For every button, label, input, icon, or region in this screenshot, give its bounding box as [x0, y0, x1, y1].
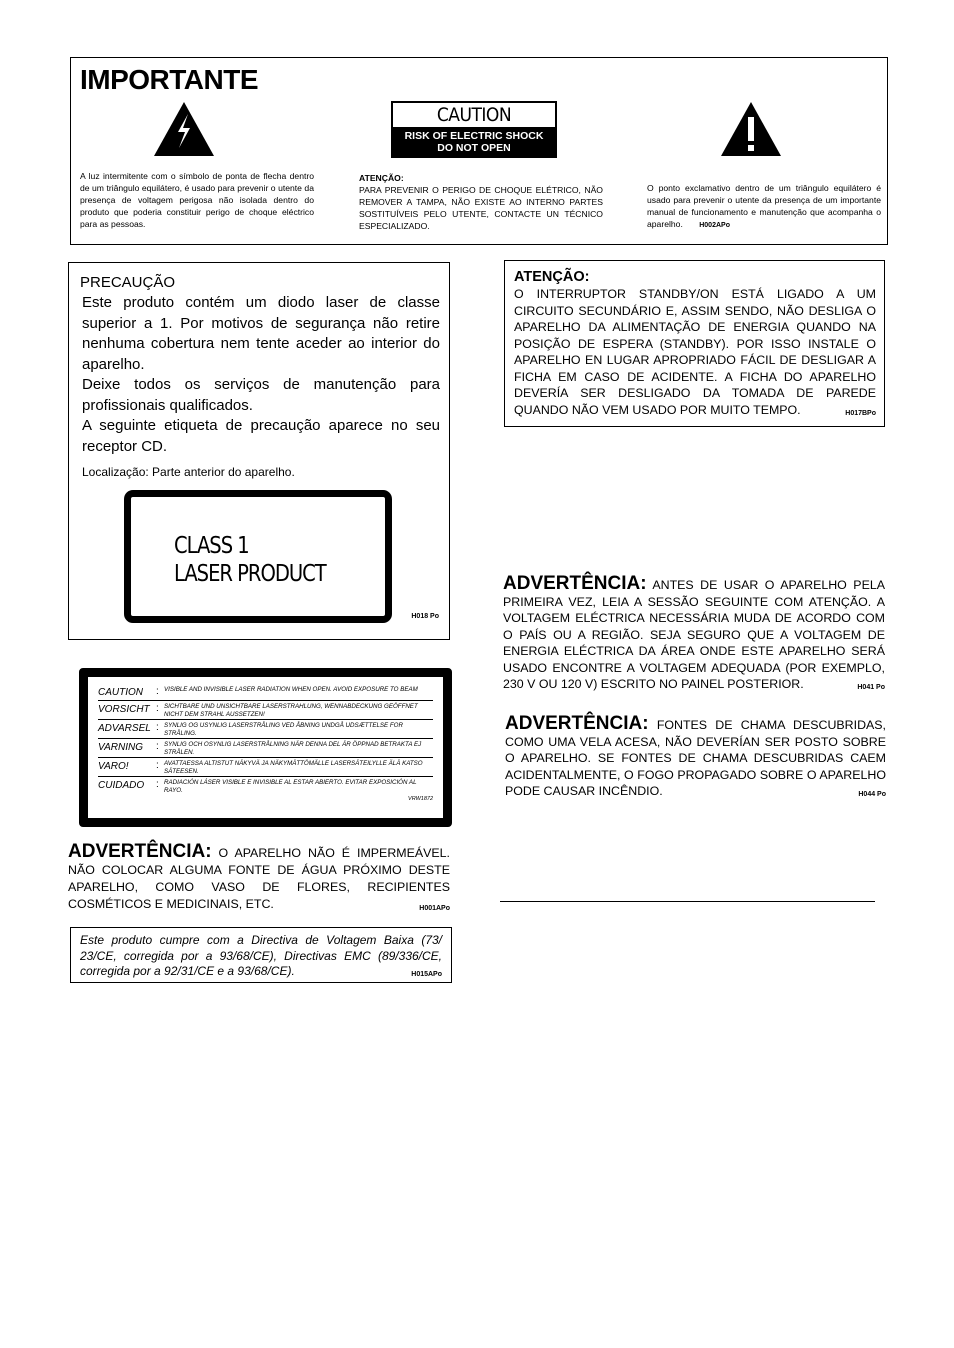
class1-label-text — [174, 532, 326, 588]
exclamation-warning-icon — [719, 100, 783, 158]
precaucao-p1: Este produto contém um diodo laser de classe superior a 1. Por motivos de segurança não retire nenhuma cobertura nem tente aceder ao interior do aparelho. — [82, 294, 440, 373]
importante-right-body: O ponto exclamativo dentro de um triângulo equilátero é usado para prevenir o utente da presença de um importante manual de funcionamento e manutenção que acompanha o aparelho. — [647, 183, 881, 229]
laser-warning-rows — [98, 684, 433, 795]
advertencia-voltagem-code: H041 Po — [857, 684, 885, 691]
caution-label-line1: RISK OF ELECTRIC SHOCK — [404, 130, 544, 142]
importante-center — [359, 172, 603, 232]
directiva-text: Este produto cumpre com a Directiva de Voltagem Baixa (73/ 23/CE, corregida por a 93/68/CE), Directivas EMC (89/336/CE, corregida por a 92/31/CE e a 93/68/CE). — [80, 933, 442, 978]
advertencia-agua-heading: ADVERTÊNCIA: — [68, 841, 212, 862]
precaucao-title: PRECAUÇÃO — [80, 274, 176, 291]
advertencia-agua — [68, 843, 450, 917]
importante-center-heading: ATENÇÃO: — [359, 173, 404, 183]
laser-warning-text: SYNLIG OCH OSYNLIG LASERSTRÅLNING NÄR DENNA DEL ÄR ÖPPNAD BETRAKTA EJ STRÅLEN. — [164, 741, 422, 756]
precaucao-p3: A seguinte etiqueta de precaução aparece no seu receptor CD. — [82, 417, 440, 455]
laser-warning-separator: : — [156, 741, 159, 752]
caution-label-line2: DO NOT OPEN — [437, 142, 511, 154]
advertencia-chama-code: H044 Po — [858, 791, 886, 798]
atencao-standby-heading: ATENÇÃO: — [514, 269, 590, 285]
importante-right-text — [647, 182, 881, 232]
laser-warning-separator: : — [156, 760, 159, 771]
caution-label-top: CAUTION — [436, 104, 512, 126]
atencao-standby-text: O INTERRUPTOR STANDBY/ON ESTÁ LIGADO A UM CIRCUITO SECUNDÁRIO E, ASSIM SENDO, NÃO DESLIGA O APARELHO DA ALIMENTAÇÃO DE ENERGIA QUANDO NA POSIÇÃO DE ESPERA (STANDBY). POR ISSO INSTALE O APARELHO EN LUGAR APROPRIADO FÁCIL DE DESLIGAR A FICHA EM CASO DE ACIDENTE. A FICHA DO APARELHO DEVERÍA SER DESLIGADO DA TOMADA DE PAREDE QUANDO NÃO VEM USADO POR MUITO TEMPO. — [514, 287, 876, 417]
importante-center-text: PARA PREVENIR O PERIGO DE CHOQUE ELÉTRICO, NÃO REMOVER A TAMPA, NÃO EXISTE AO INTERNO PARTES SOSTITUÍVEIS PELO UTENTE, CONTACTE UN TÉCNICO ESPECIALIZADO. — [359, 185, 603, 231]
laser-warning-language: VARO! — [98, 761, 129, 772]
advertencia-agua-code: H001APo — [419, 905, 450, 912]
importante-title: IMPORTANTE — [80, 64, 259, 95]
class1-label — [124, 490, 392, 623]
class1-line1: CLASS 1 — [174, 533, 249, 559]
laser-warning-language: VARNING — [98, 742, 144, 753]
laser-warning-row — [98, 739, 433, 758]
advertencia-voltagem-text: ANTES DE USAR O APARELHO PELA PRIMEIRA VEZ, LEIA A SESSÃO SEGUINTE COM ATENÇÃO. A VOLTAGEM ELÉCTRICA NECESSÁRIA MUDA DE ACORDO COM O PAÍS OU A REGIÃO. SEJA SEGURO QUE A VOLTAGEM DE ENERGIA ELÉCTRICA DA ÁREA ONDE ESTE APARELHO SERÁ USADO ENCONTRE A VOLTAGEM ADEQUADA (POR EXEMPLO, 230 V OU 120 V) ESCRITO NO PAINEL POSTERIOR. — [503, 578, 885, 691]
directiva-box — [70, 927, 452, 983]
laser-warning-language: ADVARSEL — [98, 723, 151, 734]
class1-line2: LASER PRODUCT — [174, 561, 326, 587]
lightning-warning-icon — [152, 100, 216, 158]
importante-left-text: A luz intermitente com o símbolo de ponta de flecha dentro de um triângulo equilátero, é usado para prevenir o utente da presença de voltagem perigosa não isolada dentro do produto que poderia constituir perigo de choque eléctrico para as pessoas. — [80, 171, 314, 229]
importante-code: H002APo — [699, 222, 730, 229]
precaucao-code: H018 Po — [411, 613, 439, 620]
laser-warning-row — [98, 684, 433, 701]
laser-warning-language: VORSICHT — [98, 704, 150, 715]
advertencia-agua-text: O APARELHO NÃO É IMPERMEÁVEL. NÃO COLOCAR ALGUMA FONTE DE ÁGUA PRÓXIMO DESTE APARELHO, COMO VASO DE FLORES, RECIPIENTES COSMÉTICOS E MEDICINAIS, ETC. — [68, 846, 450, 911]
advertencia-chama — [505, 713, 886, 804]
caution-label-bottom — [393, 127, 555, 156]
laser-warning-row — [98, 758, 433, 777]
advertencia-chama-text: FONTES DE CHAMA DESCUBRIDAS, COMO UMA VELA ACESA, NÃO DEVERÍAN SER POSTO SOBRE O APARELHO. SE FONTES DE CHAMA DESCUBRIDAS CAEM ACIDENTALMENTE, O FOGO PROPAGADO SOBRE O APARELHO PODE CAUSAR INCÊNDIO. — [505, 718, 886, 798]
laser-warning-separator: : — [156, 779, 159, 790]
precaucao-p2: Deixe todos os serviços de manutenção para profissionais qualificados. — [82, 376, 440, 414]
laser-label-code: VRW1872 — [408, 796, 433, 802]
caution-label — [391, 101, 557, 158]
section-divider — [500, 901, 875, 902]
precaucao-box — [68, 262, 450, 640]
laser-warning-language: CAUTION — [98, 687, 143, 698]
laser-warning-separator: : — [156, 703, 159, 714]
laser-warning-label — [79, 668, 452, 827]
laser-warning-text: SICHTBARE UND UNSICHTBARE LASERSTRAHLUNG, WENNABDECKUNG GEÖFFNET NICHT DEM STRAHL AUSSETZEN! — [164, 703, 418, 718]
precaucao-body — [82, 293, 440, 457]
laser-warning-text: VISIBLE AND INVISIBLE LASER RADIATION WHEN OPEN. AVOID EXPOSURE TO BEAM — [164, 686, 418, 693]
laser-warning-text: RADIACIÓN LÁSER VISIBLE E INVISIBLE AL ESTAR ABIERTO. EVITAR EXPOSICIÓN AL RAYO. — [164, 779, 417, 794]
advertencia-voltagem-heading: ADVERTÊNCIA: — [503, 573, 647, 594]
advertencia-voltagem — [503, 573, 885, 697]
importante-box — [70, 57, 888, 245]
laser-warning-row — [98, 777, 433, 795]
laser-warning-language: CUIDADO — [98, 780, 145, 791]
atencao-standby-box — [504, 260, 885, 427]
laser-warning-text: SYNLIG OG USYNLIG LASERSTRÅLING VED ÅBNING UNDGÅ UDSÆTTELSE FOR STRÅLING. — [164, 722, 403, 737]
laser-warning-text: AVATTAESSA ALTISTUT NÄKYVÄ JA NÄKYMÄTTÖMÄLLE LASERSÄTEILYLLE ÄLÄ KATSO SÄTEESEN. — [164, 760, 423, 775]
laser-warning-separator: : — [156, 722, 159, 733]
advertencia-chama-heading: ADVERTÊNCIA: — [505, 713, 649, 734]
atencao-standby-code: H017BPo — [845, 409, 876, 417]
laser-warning-row — [98, 701, 433, 720]
laser-warning-row — [98, 720, 433, 739]
precaucao-location: Localização: Parte anterior do aparelho. — [82, 465, 295, 479]
laser-warning-separator: : — [156, 686, 159, 697]
directiva-code: H015APo — [411, 971, 442, 978]
